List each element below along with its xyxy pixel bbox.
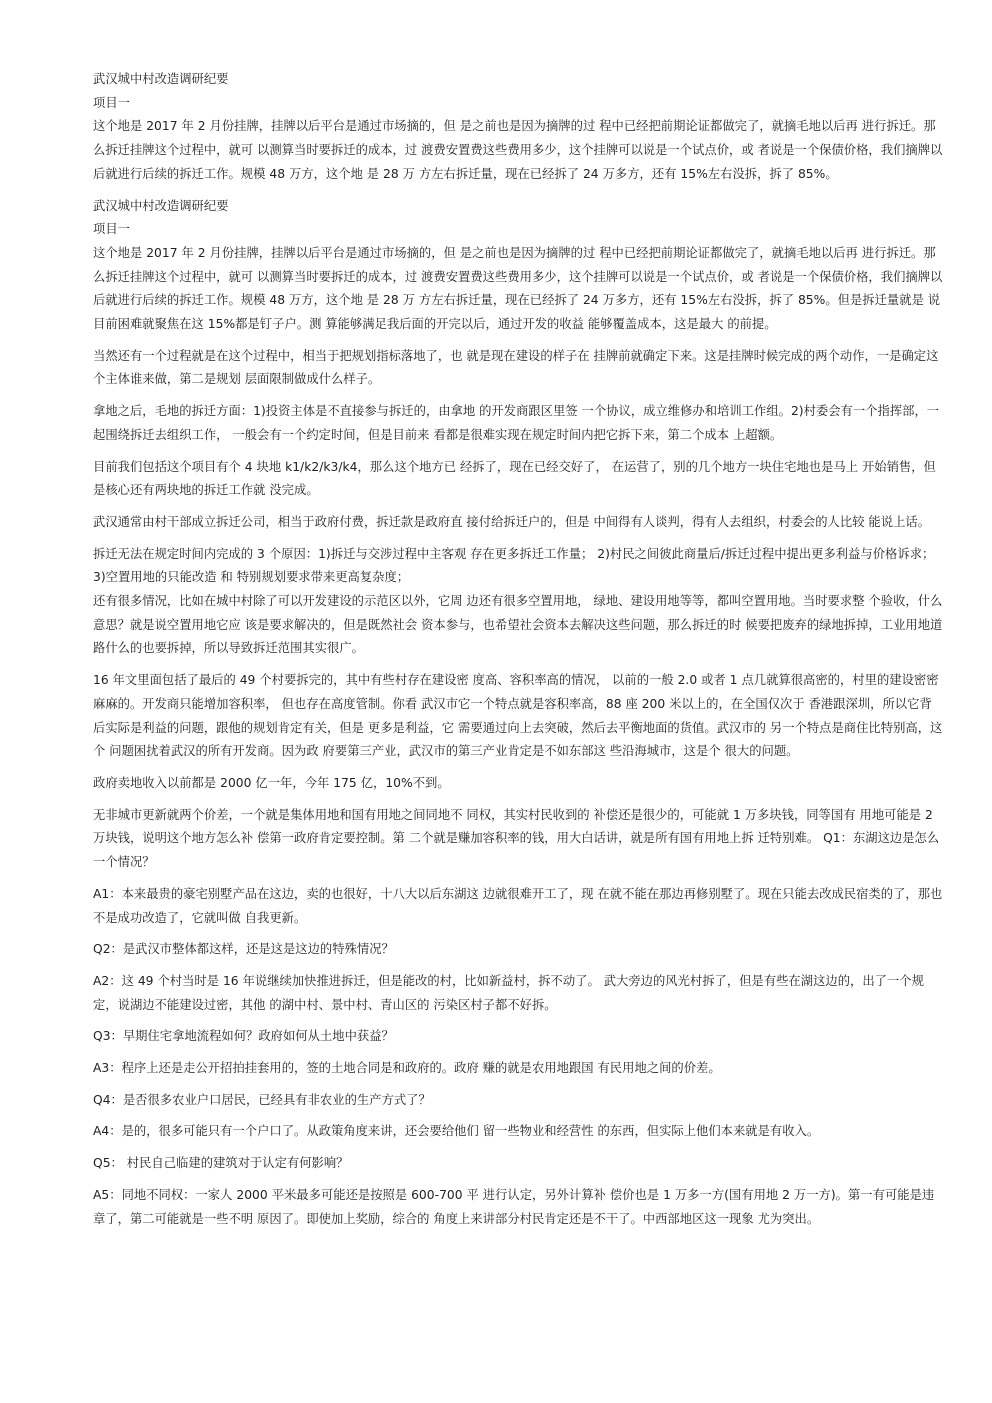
paragraph-process: 当然还有一个过程就是在这个过程中，相当于把规划指标落地了，也 就是现在建设的样子在 挂牌前就确定下来。这是挂牌时候完成的两个动作，一是确定这个主体谁来做，第二是规划 层面限制做成什么样子。 (93, 348, 939, 387)
paragraph-three-reasons: 拆迁无法在规定时间内完成的 3 个原因：1)拆迁与交涉过程中主客观 存在更多拆迁工作量； 2)村民之间彼此商量后/拆迁过程中提出更多利益与价格诉求；3)空置用地的只能改造 和 特别规划要求带来更高复杂度； (93, 546, 935, 585)
paragraph-plots: 目前我们包括这个项目有个 4 块地 k1/k2/k3/k4，那么这个地方已 经拆了，现在已经交好了， 在运营了，别的几个地方一块住宅地也是马上 开始销售，但是核心还有两块地的拆迁工作就 没完成。 (93, 459, 936, 498)
paragraph-land-revenue: 政府卖地收入以前都是 2000 亿一年，今年 175 亿，10%不到。 (93, 775, 450, 790)
question-5: Q5： 村民自己临建的建筑对于认定有何影响？ (93, 1156, 349, 1171)
paragraph-intro: 这个地是 2017 年 2 月份挂牌，挂牌以后平台是通过市场摘的，但 是之前也是因为摘牌的过 程中已经把前期论证都做完了，就摘毛地以后再 进行拆迁。那么拆迁挂牌这个过程中，就可 以测算当时要拆迁的成本，过 渡费安置费这些费用多少，这个挂牌可以说是一个试点价，或 者说是一个保债价格，我们摘牌以后就进行后续的拆迁工作。规模 48 万方，这个地 是 28 万 方左右拆迁量，现在已经拆了 24 万多方，还有 15%左右没拆，拆了 85%。 (93, 119, 943, 181)
question-3: Q3：早期住宅拿地流程如何？政府如何从土地中获益？ (93, 1029, 394, 1044)
paragraph-land-acquisition: 拿地之后，毛地的拆迁方面：1)投资主体是不直接参与拆迁的，由拿地 的开发商跟区里签 一个协议，成立维修办和培训工作组。2)村委会有一个指挥部，一起围绕拆迁去组织工作， 一般会有一个约定时间，但是目前来 看都是很难实现在规定时间内把它拆下来，第二个成本 上超额。 (93, 404, 940, 442)
doc-title: 武汉城中村改造调研纪要 (93, 72, 229, 86)
paragraph-vacant-land: 还有很多情况，比如在城中村除了可以开发建设的示范区以外，它周 边还有很多空置用地， 绿地、建设用地等等，都叫空置用地。当时要求整 个验收，什么意思？就是说空置用地它应 该是要求解决的，但是既然社会 资本参与，也希望社会资本去解决这些问题，那么拆迁的时 候要把废弃的绿地拆掉，工业用地道路什么的也要拆掉，所以导致拆迁范围其实很广。 (93, 594, 943, 656)
answer-5: A5：同地不同权：一家人 2000 平米最多可能还是按照是 600-700 平 进行认定，另外计算补 偿价也是 1 万多一方(国有用地 2 万一方)。第一有可能是违章了，第二可能就是一些不明 原因了。即使加上奖励，综合的 角度上来讲部分村民肯定还是不干了。中西部地区这一现象 尤为突出。 (93, 1187, 935, 1226)
question-4: Q4：是否很多农业户口居民，已经具有非农业的生产方式了？ (93, 1092, 431, 1107)
answer-4: A4：是的，很多可能只有一个户口了。从政策角度来讲，还会要给他们 留一些物业和经营性 的东西，但实际上他们本来就是有收入。 (93, 1124, 820, 1139)
answer-2: A2：这 49 个村当时是 16 年说继续加快推进拆迁，但是能改的村，比如新益村，拆不动了。 武大旁边的风光村拆了，但是有些在湖这边的，出了一个规定，说湖边不能建设过密，其他 的湖中村、景中村、青山区的 污染区村子都不好拆。 (93, 973, 924, 1012)
document-page (93, 68, 943, 1231)
paragraph-intro-extended: 这个地是 2017 年 2 月份挂牌，挂牌以后平台是通过市场摘的，但 是之前也是因为摘牌的过 程中已经把前期论证都做完了，就摘毛地以后再 进行拆迁。那么拆迁挂牌这个过程中，就可 以测算当时要拆迁的成本，过 渡费安置费这些费用多少，这个挂牌可以说是一个试点价，或 者说是一个保债价格，我们摘牌以后就进行后续的拆迁工作。规模 48 万方，这个地 是 28 万 方左右拆迁量，现在已经拆了 24 万多方，还有 15%左右没拆，拆了 85%。但是拆迁量就是 说目前困难就聚焦在这 15%都是钉子户。测 算能够满足我后面的开完以后，通过开发的收益 能够覆盖成本，这是最大 的前提。 (93, 245, 943, 332)
question-2: Q2：是武汉市整体都这样，还是这是这边的特殊情况？ (93, 942, 394, 957)
answer-3: A3：程序上还是走公开招拍挂套用的，签的土地合同是和政府的。政府 赚的就是农用地跟国 有民用地之间的价差。 (93, 1061, 721, 1076)
paragraph-demolition-company: 武汉通常由村干部成立拆迁公司，相当于政府付费，拆迁款是政府直 接付给拆迁户的，但是 中间得有人谈判，得有人去组织，村委会的人比较 能说上话。 (93, 514, 931, 529)
paragraph-49-villages: 16 年文里面包括了最后的 49 个村要拆完的，其中有些村存在建设密 度高、容积率高的情况， 以前的一般 2.0 或者 1 点几就算很高密的，村里的建设密密麻麻的。开发商只能增加容积率， 但也存在高度管制。你看 武汉市它一个特点就是容积率高，88 座 200 米以上的，在全国仅次于 香港跟深圳，所以它背后实际是利益的问题，跟他的规划肯定有关，但是 更多是利益，它 需要通过向上去突破，然后去平衡地面的货值。武汉市的 另一个特点是商住比特别高，这个 问题困扰着武汉的所有开发商。因为政 府要第三产业，武汉市的第三产业肯定是不如东部这 些沿海城市，这是个 很大的问题。 (93, 673, 943, 759)
paragraph-urban-renewal: 无非城市更新就两个价差，一个就是集体用地和国有用地之间同地不 同权，其实村民收到的 补偿还是很少的，可能就 1 万多块钱，同等国有 用地可能是 2 万块钱，说明这个地方怎么补 偿第一政府肯定要控制。第 二个就是赚加容积率的钱，用大白话讲，就是所有国有用地上拆 迁特别难。 Q1：东湖这边是怎么一个情况？ (93, 807, 940, 870)
doc-title-repeat: 武汉城中村改造调研纪要 (93, 198, 229, 213)
answer-1: A1：本来最贵的豪宅别墅产品在这边，卖的也很好，十八大以后东湖这 边就很难开工了，现 在就不能在那边再修别墅了。现在只能去改成民宿类的了，那也不是成功改造了，它就叫做 自我更新。 (93, 886, 943, 925)
project-heading: 项目一 (93, 95, 130, 110)
project-heading-repeat: 项目一 (93, 222, 130, 237)
